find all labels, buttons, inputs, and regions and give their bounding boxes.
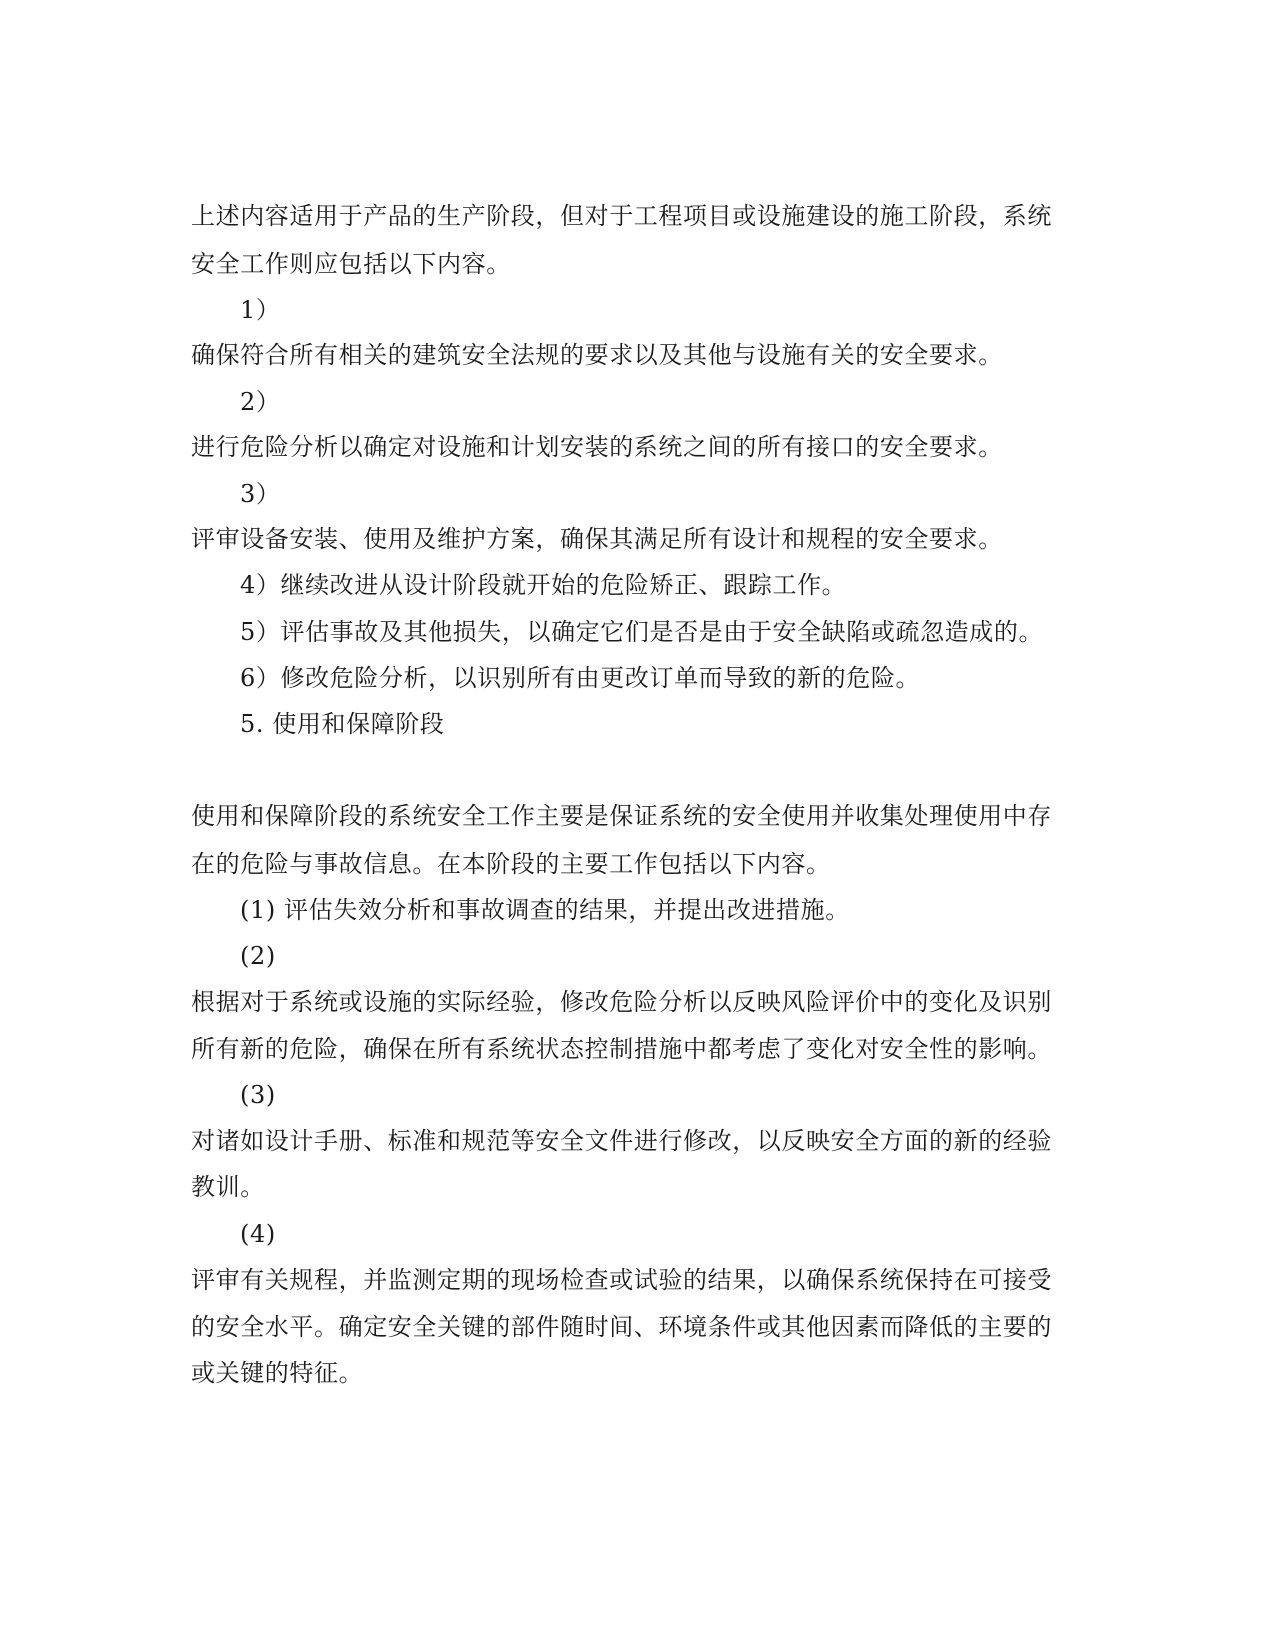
paragraph-line: 在的危险与事故信息。在本阶段的主要工作包括以下内容。 (191, 850, 831, 878)
list-item-text: 确保符合所有相关的建筑安全法规的要求以及其他与设施有关的安全要求。 (191, 341, 1003, 369)
list-item-text: 根据对于系统或设施的实际经验，修改危险分析以反映风险评价中的变化及识别 (191, 988, 1052, 1016)
list-item-text: 的安全水平。确定安全关键的部件随时间、环境条件或其他因素而降低的主要的 (191, 1313, 1052, 1341)
list-marker: 2） (240, 388, 281, 416)
list-item-text: 教训。 (191, 1173, 265, 1201)
list-item-text: 所有新的危险，确保在所有系统状态控制措施中都考虑了变化对安全性的影响。 (191, 1035, 1052, 1063)
paragraph-line: 上述内容适用于产品的生产阶段，但对于工程项目或设施建设的施工阶段，系统 (191, 202, 1052, 230)
section-heading: 5. 使用和保障阶段 (240, 710, 445, 738)
list-item: 5）评估事故及其他损失，以确定它们是否是由于安全缺陷或疏忽造成的。 (240, 618, 1044, 646)
list-marker: (2) (240, 942, 276, 970)
paragraph-line: 安全工作则应包括以下内容。 (191, 250, 511, 278)
list-item-text: 进行危险分析以确定对设施和计划安装的系统之间的所有接口的安全要求。 (191, 433, 1003, 461)
list-item-text: 或关键的特征。 (191, 1359, 364, 1387)
list-marker: 3） (240, 480, 281, 508)
paragraph-line: 使用和保障阶段的系统安全工作主要是保证系统的安全使用并收集处理使用中存 (191, 802, 1052, 830)
list-item-text: 评审有关规程，并监测定期的现场检查或试验的结果，以确保系统保持在可接受 (191, 1266, 1052, 1294)
list-item: 4）继续改进从设计阶段就开始的危险矫正、跟踪工作。 (240, 571, 847, 599)
list-item: 6）修改危险分析，以识别所有由更改订单而导致的新的危险。 (240, 664, 921, 692)
list-marker: 1） (240, 296, 281, 324)
list-item-text: 对诸如设计手册、标准和规范等安全文件进行修改，以反映安全方面的新的经验 (191, 1127, 1052, 1155)
list-item-text: 评审设备安装、使用及维护方案，确保其满足所有设计和规程的安全要求。 (191, 525, 1003, 553)
list-marker: (3) (240, 1081, 276, 1109)
list-marker: (4) (240, 1220, 276, 1248)
list-item: (1) 评估失效分析和事故调查的结果，并提出改进措施。 (240, 896, 850, 924)
